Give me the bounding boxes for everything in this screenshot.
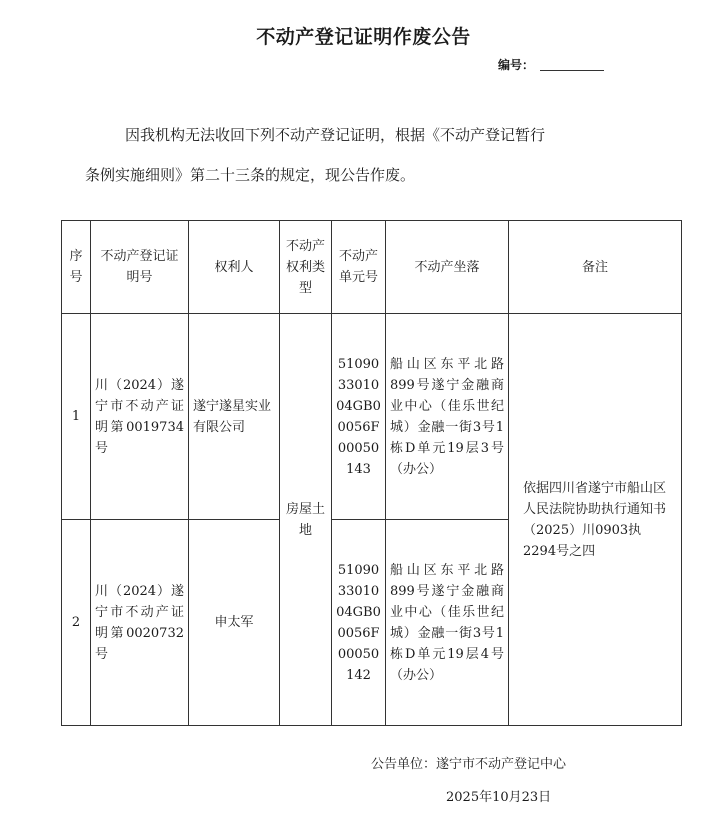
header-remarks: 备注 (509, 221, 682, 314)
cell-unit-no: 51090 33010 04GB0 0056F 00050 142 (332, 520, 386, 726)
certificate-table (61, 220, 682, 726)
header-seq: 序号 (62, 221, 91, 314)
header-cert-no: 不动产登记证明号 (91, 221, 189, 314)
cell-unit-no: 51090 33010 04GB0 0056F 00050 143 (332, 314, 386, 520)
cell-location: 船山区东平北路899号遂宁金融商业中心（佳乐世纪城）金融一街3号1栋D单元19层4号（办公） (386, 520, 509, 726)
cell-owner: 申太军 (189, 520, 280, 726)
cell-remarks-shared: 依据四川省遂宁市船山区人民法院协助执行通知书（2025）川0903执2294号之四 (509, 314, 682, 726)
header-location: 不动产坐落 (386, 221, 509, 314)
number-blank-line (540, 70, 604, 71)
issuing-unit: 公告单位：遂宁市不动产登记中心 (371, 757, 567, 772)
header-unit-no: 不动产单元号 (332, 221, 386, 314)
notice-paragraph-line1: 因我机构无法收回下列不动产登记证明，根据《不动产登记暂行 (125, 126, 546, 144)
cell-seq: 2 (62, 520, 91, 726)
cell-cert-no: 川（2024）遂宁市不动产证明第0019734号 (91, 314, 189, 520)
header-type: 不动产权利类型 (280, 221, 332, 314)
cell-type-shared: 房屋土地 (280, 314, 332, 726)
cell-seq: 1 (62, 314, 91, 520)
cell-location: 船山区东平北路899号遂宁金融商业中心（佳乐世纪城）金融一街3号1栋D单元19层3号（办公） (386, 314, 509, 520)
cell-cert-no: 川（2024）遂宁市不动产证明第0020732号 (91, 520, 189, 726)
number-label: 编号： (498, 58, 535, 72)
table-row (62, 314, 682, 520)
header-owner: 权利人 (189, 221, 280, 314)
cell-owner: 遂宁遂星实业有限公司 (189, 314, 280, 520)
document-title: 不动产登记证明作废公告 (256, 26, 471, 48)
issue-date: 2025年10月23日 (446, 790, 552, 805)
table-header-row (62, 221, 682, 314)
notice-paragraph-line2: 条例实施细则》第二十三条的规定，现公告作废。 (85, 166, 416, 184)
